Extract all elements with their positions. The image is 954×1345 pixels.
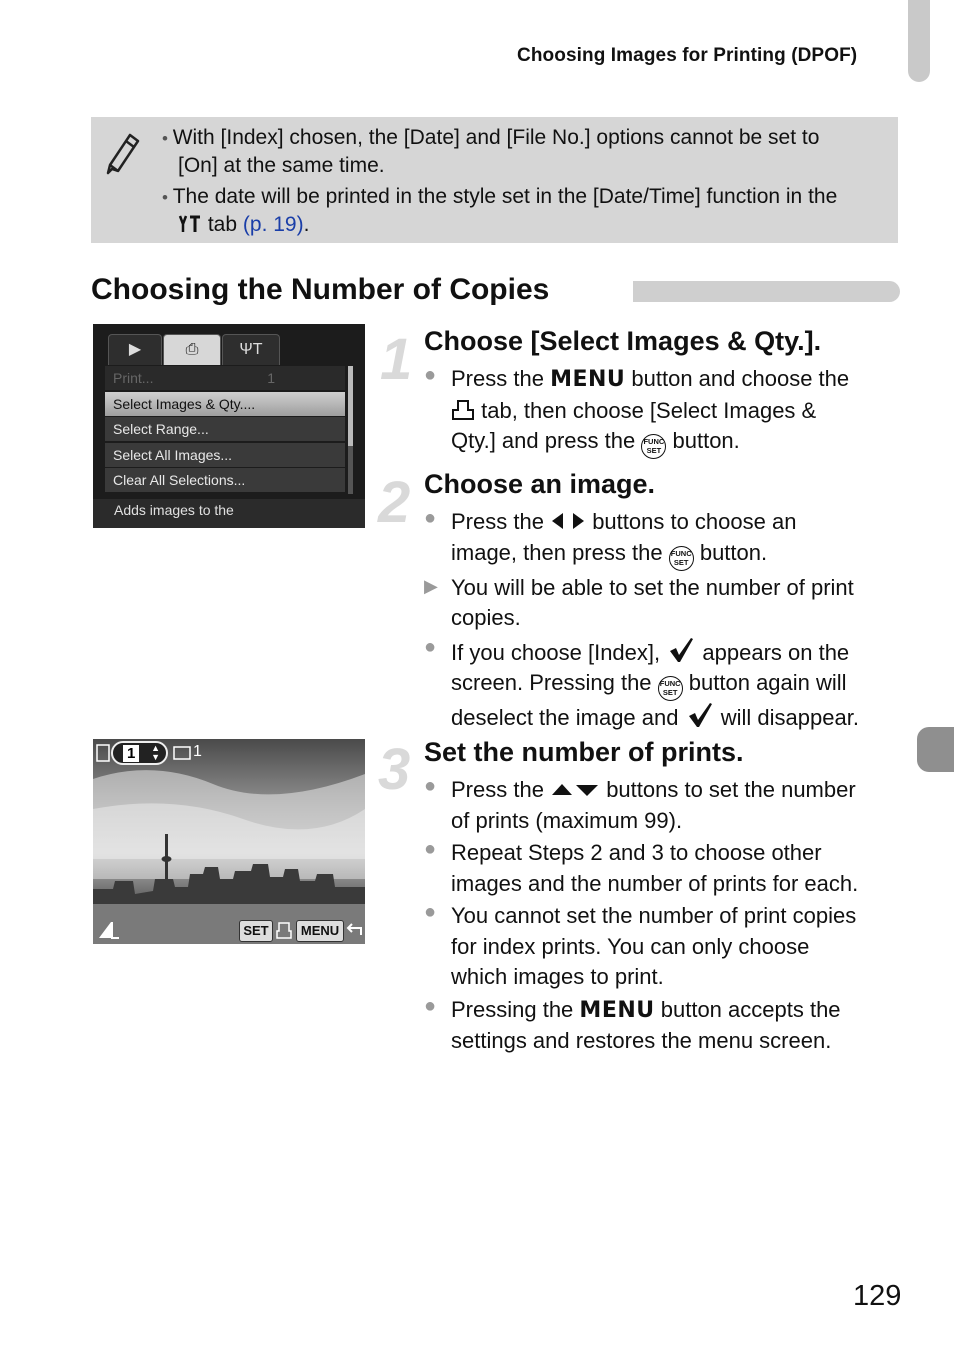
camera-menu-list <box>105 366 345 494</box>
camera-menu-footer: Adds images to the <box>93 499 365 528</box>
checkmark-icon <box>666 636 696 664</box>
step-2-text: buttons to choose an <box>592 509 797 534</box>
step-2-title: Choose an image. <box>424 469 656 499</box>
camera-top-bar <box>93 739 365 767</box>
step-1-title: Choose [Select Images & Qty.]. <box>424 326 822 356</box>
running-head: Choosing Images for Printing (DPOF) <box>517 45 858 66</box>
step-3-text: images and the number of prints for each. <box>451 870 859 896</box>
camera-menu-item: Select Range... <box>105 417 345 441</box>
bullet-icon: • <box>162 188 173 207</box>
up-down-arrows-icon <box>550 781 600 799</box>
step-3-text: buttons to set the number <box>606 777 856 802</box>
checkmark-icon <box>685 701 715 729</box>
image-size-icon <box>97 920 121 940</box>
step-number-2: 2 <box>378 470 411 535</box>
step-2-text: Press the <box>451 509 544 534</box>
step-1 <box>424 326 904 459</box>
step-3-text: settings and restores the menu screen. <box>451 1028 832 1053</box>
chapter-tab-top <box>908 0 930 82</box>
step-3-text: Pressing the <box>451 996 574 1022</box>
step-2-text: You will be able to set the number of print <box>451 574 854 600</box>
result-arrow-icon: ▶ <box>424 575 438 596</box>
func-set-button-icon <box>669 546 694 571</box>
bullet-icon: • <box>162 129 173 148</box>
step-2-text: screen. Pressing the <box>451 670 652 695</box>
left-right-arrows-icon <box>550 511 586 531</box>
print-copies-icon <box>173 746 191 760</box>
func-label: FUNC <box>670 548 692 558</box>
menu-button-icon: MENU <box>579 997 655 1023</box>
camera-tab-bar <box>103 332 361 364</box>
camera-image-screen <box>93 739 365 944</box>
page-19-link[interactable]: (p. 19) <box>242 213 304 236</box>
step-2-text: button. <box>699 539 768 565</box>
pencil-icon <box>104 129 142 175</box>
step-3 <box>424 737 904 1057</box>
step-3-text: button accepts the <box>660 996 841 1022</box>
print-icon <box>276 922 292 939</box>
note-bullet-1-line-1: With [Index] chosen, the [Date] and [File No.] options cannot be set to <box>172 126 820 149</box>
print-icon <box>96 744 110 762</box>
step-2-text: will disappear. <box>720 705 859 730</box>
func-set-button-icon <box>641 434 666 459</box>
setup-tab-icon <box>178 214 202 234</box>
menu-button-icon: MENU <box>550 367 626 392</box>
note-bullet-2-line-1: The date will be printed in the style set in the [Date/Time] function in the <box>172 185 838 208</box>
bullet-circle-icon: ● <box>424 364 437 386</box>
return-arrow-icon <box>344 922 363 938</box>
bullet-circle-icon: ● <box>424 994 437 1017</box>
step-number-1: 1 <box>380 327 413 392</box>
note-period: . <box>303 213 310 236</box>
step-3-title: Set the number of prints. <box>424 737 744 767</box>
camera-menu-item: Select Images & Qty.... <box>105 392 345 416</box>
playback-tab-icon: ▶ <box>108 334 162 365</box>
camera-menu-item: Select All Images... <box>105 443 345 467</box>
set-button[interactable]: SET <box>239 920 273 942</box>
step-number-3: 3 <box>378 737 411 802</box>
func-set-button-icon <box>658 676 683 701</box>
step-1-text: Qty.] and press the <box>451 428 636 453</box>
bullet-circle-icon: ● <box>424 635 437 658</box>
func-label: FUNC <box>659 679 681 688</box>
step-1-text: Press the <box>451 366 544 391</box>
section-title: Choosing the Number of Copies <box>91 273 550 306</box>
camera-menu-item: Clear All Selections... <box>105 468 345 492</box>
print-count: 1 <box>267 370 275 386</box>
step-3-text: which images to print. <box>451 964 664 989</box>
up-down-arrows-icon: ▲ ▼ <box>151 743 160 762</box>
step-2-text: button again will <box>688 670 847 695</box>
bullet-circle-icon: ● <box>424 507 437 529</box>
city-skyline-photo <box>93 739 365 944</box>
step-2-text: copies. <box>451 605 521 630</box>
quantity-value: 1 <box>123 745 139 762</box>
bullet-circle-icon: ● <box>424 775 437 797</box>
set-label: SET <box>662 688 678 697</box>
func-label: FUNC <box>643 437 665 446</box>
camera-menu-item <box>105 366 345 390</box>
camera-menu-screen <box>93 324 365 528</box>
step-3-text: You cannot set the number of print copies <box>451 903 857 928</box>
step-1-text: button and choose the <box>631 366 850 391</box>
note-tab-word: tab <box>207 213 238 236</box>
set-label: SET <box>646 446 662 455</box>
menu-item-label: Print... <box>113 370 154 386</box>
step-2-text: If you choose [Index], <box>451 639 661 665</box>
set-label: SET <box>673 557 689 567</box>
bullet-circle-icon: ● <box>424 838 437 860</box>
section-bar <box>633 281 900 302</box>
step-3-text: Repeat Steps 2 and 3 to choose other <box>451 840 822 865</box>
chapter-tab-marker <box>917 727 954 772</box>
note-content <box>162 124 892 238</box>
step-3-text: Press the <box>451 777 544 802</box>
step-2 <box>424 469 904 734</box>
step-3-text: for index prints. You can only choose <box>451 933 810 959</box>
step-2-text: image, then press the <box>451 539 663 565</box>
menu-button[interactable]: MENU <box>296 920 344 942</box>
page-number: 129 <box>853 1280 902 1312</box>
bullet-circle-icon: ● <box>424 901 437 923</box>
camera-bottom-bar <box>93 917 365 944</box>
step-3-text: of prints (maximum 99). <box>451 807 683 833</box>
step-1-text: button. <box>672 428 740 453</box>
step-2-text: appears on the <box>702 639 850 665</box>
step-2-text: deselect the image and <box>451 705 679 730</box>
camera-scroll-thumb <box>348 366 353 446</box>
quantity-selector[interactable] <box>111 741 168 765</box>
setup-tab-icon: ΨT <box>222 334 280 365</box>
print-count: 1 <box>193 743 202 760</box>
note-bullet-1-line-2: [On] at the same time. <box>178 154 385 177</box>
step-1-text: tab, then choose [Select Images & <box>481 397 817 423</box>
print-tab-icon: ⎙ <box>163 334 221 365</box>
print-tab-icon <box>451 399 475 421</box>
